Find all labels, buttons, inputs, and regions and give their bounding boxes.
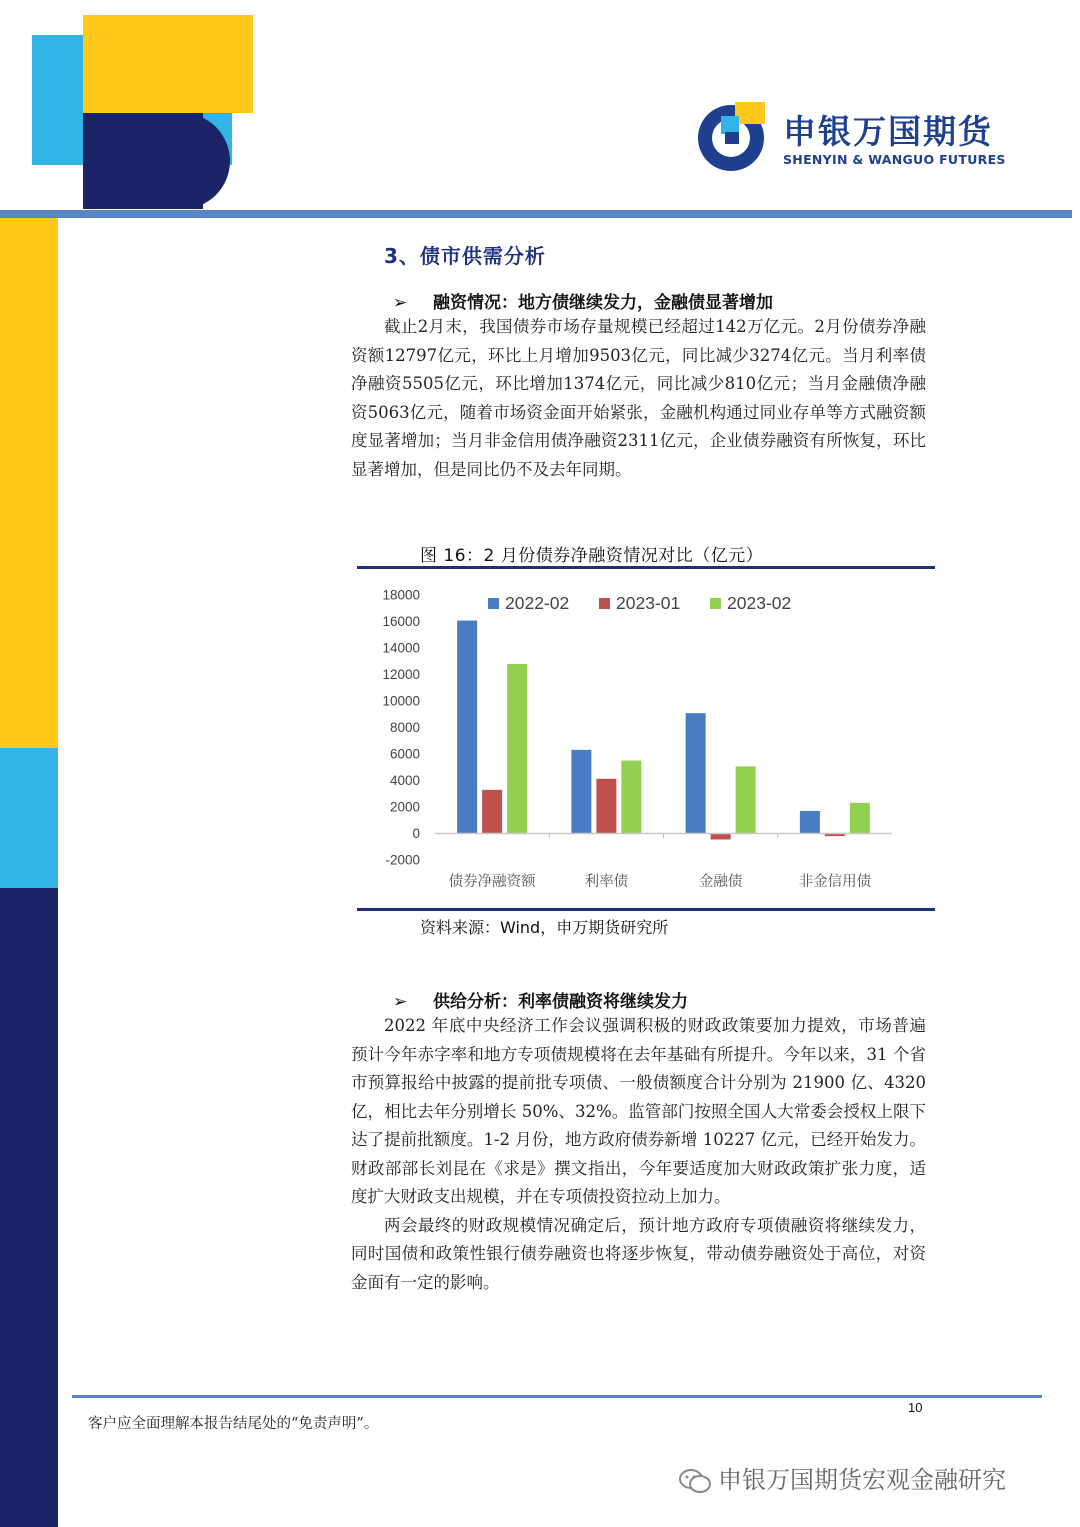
sidebar-stripe-yellow [0, 218, 58, 748]
paragraph-text: 2022 年底中央经济工作会议强调积极的财政政策要加力提效，市场普遍预计今年赤字率和地方专项债规模将在去年基础有所提升。今年以来，31 个省市预算报给中披露的提前批专项债、一般债额度合计分别为 21900 亿、4320 亿，相比去年分别增长 50%、32%。监管部门按照全国人大常委会授权上限下达了提前批额度。1-2 月份，地方政府债券新增 10227 亿元，已经开始发力。财政部部长刘昆在《求是》撰文指出，今年要适度加大财政政策扩张力度，适度扩大财政支出规模，并在专项债投资拉动上加力。 [351, 1016, 926, 1206]
y-tick-label: 18000 [382, 587, 420, 603]
logo-mark-icon [695, 100, 767, 172]
bar-2023-01 [596, 779, 616, 834]
figure-title: 图 16：2 月份债券净融资情况对比（亿元） [420, 546, 764, 566]
header-decor-yellow-block [83, 15, 253, 113]
legend-label: 2023-01 [616, 593, 681, 613]
footer-rule [72, 1395, 1042, 1398]
legend-swatch [710, 598, 721, 609]
figure-bottom-rule [357, 908, 935, 911]
bullet-arrow-icon: ➢ [393, 992, 408, 1012]
paragraph-financing [351, 313, 926, 484]
bullet-heading-financing [393, 288, 773, 313]
bar-2023-01 [482, 790, 502, 834]
bar-2022-02 [800, 811, 820, 834]
bullet-heading-text: 供给分析：利率债融资将继续发力 [433, 992, 688, 1012]
bar-2023-02 [850, 803, 870, 834]
legend-swatch [599, 598, 610, 609]
paragraph-text: 两会最终的财政规模情况确定后，预计地方政府专项债融资将继续发力，同时国债和政策性银行债券融资也将逐步恢复，带动债券融资处于高位，对资金面有一定的影响。 [351, 1215, 926, 1292]
y-tick-label: 2000 [389, 799, 420, 815]
y-tick-label: 6000 [389, 746, 420, 762]
bar-2023-02 [621, 761, 641, 834]
bar-2023-02 [507, 664, 527, 834]
y-tick-label: -2000 [385, 852, 420, 868]
y-tick-label: 8000 [389, 720, 420, 735]
legend-label: 2023-02 [727, 593, 792, 613]
company-logo [695, 96, 1006, 176]
watermark-text: 申银万国期货宏观金融研究 [718, 1466, 1006, 1494]
legend-label: 2022-02 [505, 593, 570, 613]
y-tick-label: 4000 [389, 773, 420, 788]
bar-chart [357, 575, 935, 905]
paragraph-supply [351, 1012, 926, 1297]
sidebar-stripe-blue [0, 748, 58, 888]
logo-name-cn: 申银万国期货 [783, 112, 993, 151]
section-heading: 3、债市供需分析 [384, 244, 546, 268]
logo-name-en: SHENYIN & WANGUO FUTURES [783, 152, 1006, 167]
legend-swatch [488, 598, 499, 609]
bar-2023-01 [711, 834, 731, 840]
x-category-label: 非金信用债 [798, 874, 872, 890]
header-rule [0, 210, 1072, 218]
figure-source: 资料来源：Wind，申万期货研究所 [420, 918, 669, 937]
y-tick-label: 0 [412, 826, 420, 841]
bar-2022-02 [571, 750, 591, 834]
bar-2022-02 [457, 621, 477, 834]
x-category-label: 金融债 [698, 874, 743, 890]
page-number: 10 [908, 1400, 923, 1415]
wechat-watermark [678, 1460, 1006, 1495]
y-tick-label: 14000 [382, 640, 420, 656]
x-category-label: 利率债 [584, 874, 629, 890]
figure-top-rule [357, 566, 935, 569]
bar-2022-02 [686, 713, 706, 833]
x-category-label: 债券净融资额 [448, 874, 536, 890]
footer-disclaimer: 客户应全面理解本报告结尾处的“免责声明”。 [88, 1416, 379, 1432]
bullet-arrow-icon: ➢ [393, 293, 408, 313]
paragraph-text: 截止2月末，我国债券市场存量规模已经超过142万亿元。2月份债券净融资额12797亿元，环比上月增加9503亿元，同比减少3274亿元。当月利率债净融资5505亿元，环比增加1374亿元，同比减少810亿元；当月金融债净融资5063亿元，随着市场资金面开始紧张，金融机构通过同业存单等方式融资额度显著增加；当月非金信用债净融资2311亿元，企业债券融资有所恢复，环比显著增加，但是同比仍不及去年同期。 [351, 317, 926, 479]
bullet-heading-supply [393, 987, 688, 1012]
bullet-heading-text: 融资情况：地方债继续发力，金融债显著增加 [433, 293, 773, 313]
y-tick-label: 10000 [382, 693, 420, 709]
wechat-icon [678, 1467, 712, 1495]
bar-2023-02 [736, 766, 756, 833]
y-tick-label: 16000 [382, 614, 420, 629]
sidebar-stripe-navy [0, 888, 58, 1527]
y-tick-label: 12000 [382, 667, 420, 682]
